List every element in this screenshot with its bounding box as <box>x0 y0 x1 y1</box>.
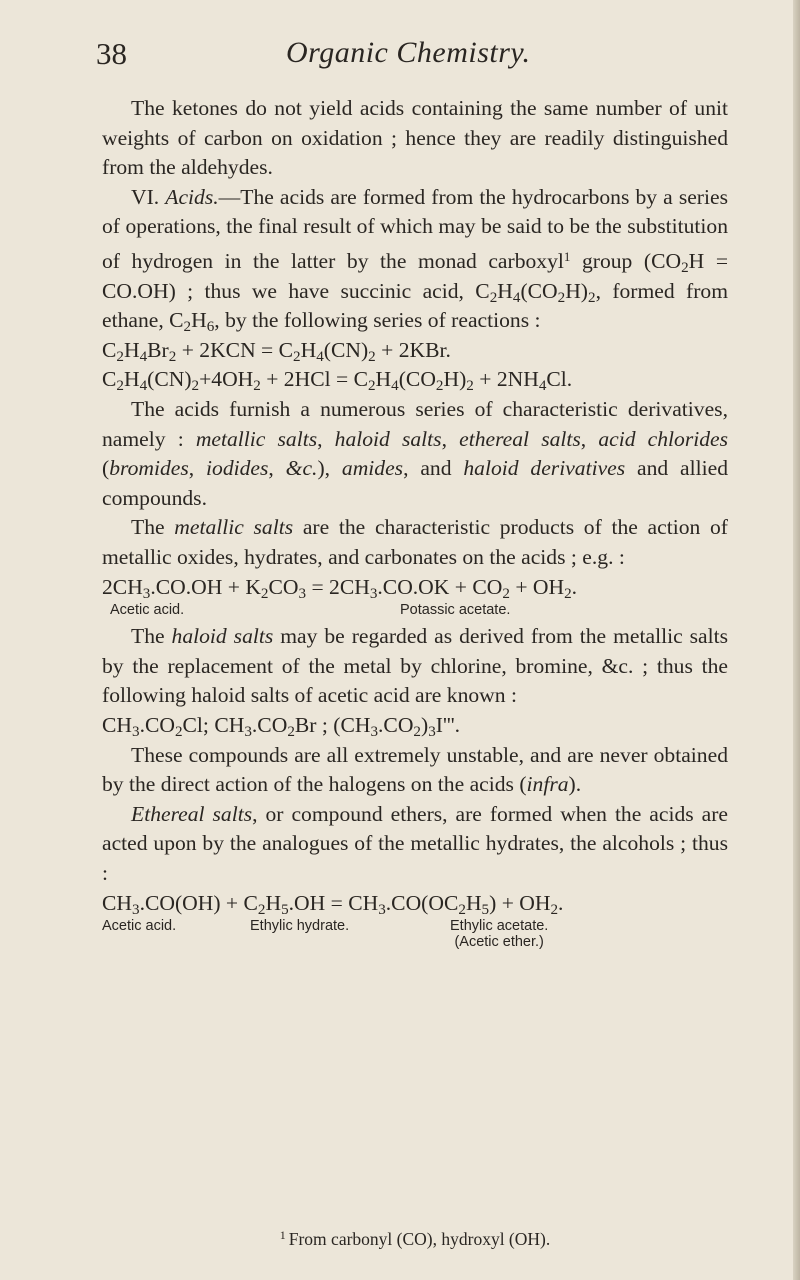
paragraph-ketones: The ketones do not yield acids containing the same number of unit weights of carbon on oxidation ; hence they are readily distinguished from the aldehydes. <box>102 96 728 180</box>
footnote-mark: 1 <box>279 1228 286 1242</box>
page-number: 38 <box>96 36 127 71</box>
caption-potassic-acetate: Potassic acetate. <box>400 602 511 619</box>
section-heading-ethereal-salts: Ethereal salts <box>131 801 253 826</box>
equation-2: $C_2H_4(CN)_2+4OH_2 + 2HCl = C_2H_4(CO_2H)_2 + 2NH_4Cl$. <box>102 367 573 395</box>
equation-1: $C_2H_4Br_2 + 2KCN = C_2H_4(CN)_2 + 2KBr$. <box>102 337 451 365</box>
equation-5-captions <box>102 918 728 954</box>
paragraph-acids: VI. Acids.—The acids are formed from the hydrocarbons by a series of operations, the final result of which may be said to be the substitution of hydrogen in the latter by the monad carboxyl$^1$ group $(CO_2H = CO.OH)$ ; thus we have succinic acid, $C_2H_4(CO_2H)_2$, formed from ethane, $C_2H_6$, by the following series of reactions : <box>102 184 728 336</box>
equation-3: $2CH_3.CO.OH + K_2CO_3 = 2CH_3.CO.OK + CO_2 + OH_2$. <box>102 574 578 602</box>
paragraph-unstable: These compounds are all extremely unstable, and are never obtained by the direct action of the halogens on the acids (infra). <box>102 742 728 797</box>
paragraph-derivatives: The acids furnish a numerous series of characteristic derivatives, namely : metallic salts, haloid salts, ethereal salts, acid chlorides (bromides, iodides, &c.), amides, and haloid derivatives and allied compounds. <box>102 397 729 510</box>
page-header <box>96 36 716 76</box>
running-head: Organic Chemistry. <box>286 36 531 69</box>
footnote-text: From carbonyl (CO), hydroxyl (OH). <box>288 1229 551 1249</box>
equation-3-captions <box>102 602 728 619</box>
equation-5: $CH_3.CO(OH) + C_2H_5.OH = CH_3.CO(OC_2H_5) + OH_2$. <box>102 890 564 918</box>
footnote <box>102 1228 728 1250</box>
caption-ethylic-acetate: Ethylic acetate. (Acetic ether.) <box>450 918 549 951</box>
footnote-reference: 1 <box>563 248 571 264</box>
page-body <box>102 94 728 957</box>
caption-acetic-acid: Acetic acid. <box>110 602 185 619</box>
paragraph-metallic-salts: The metallic salts are the characteristic products of the action of metallic oxides, hydrates, and carbonates on the acids ; e.g. : <box>102 515 728 570</box>
section-heading-acids: Acids. <box>165 184 219 209</box>
page-edge-shadow <box>793 0 800 1280</box>
paragraph-haloid-salts: The haloid salts may be regarded as derived from the metallic salts by the replacement of the metal by chlorine, bromine, &c. ; thus the following haloid salts of acetic acid are known : <box>102 624 728 708</box>
caption-ethylic-hydrate: Ethylic hydrate. <box>250 918 350 935</box>
equation-4: $CH_3.CO_2Cl$; $CH_3.CO_2Br$ ; $(CH_3.CO_2)_3I'''$. <box>102 713 461 740</box>
paragraph-ethereal-salts: Ethereal salts, or compound ethers, are formed when the acids are acted upon by the analogues of the metallic hydrates, the alcohols ; thus : <box>102 801 728 885</box>
caption-acetic-acid-2: Acetic acid. <box>102 918 177 935</box>
